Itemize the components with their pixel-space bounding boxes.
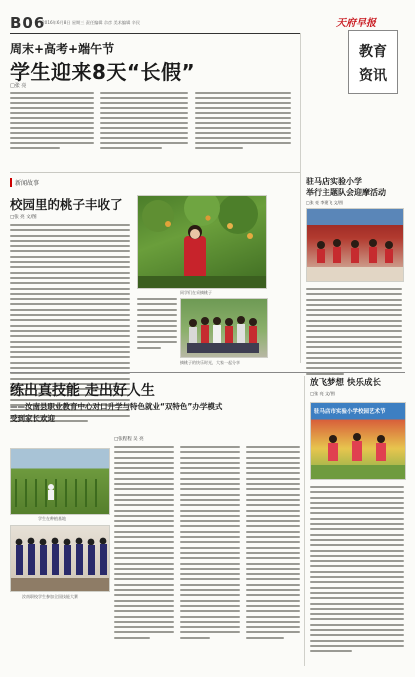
right-story1-title1: 驻马店实验小学 bbox=[306, 177, 362, 186]
feature-byline: □张 亮 文/图 bbox=[10, 215, 37, 220]
right-story2-title: 放飞梦想 快乐成长 bbox=[310, 378, 381, 388]
peach-harvest-photo bbox=[137, 195, 267, 289]
column-divider-bottom bbox=[304, 376, 305, 666]
art-festival-photo bbox=[310, 402, 406, 480]
peach-photo-caption: 同学们在采摘桃子 bbox=[180, 290, 212, 295]
header-rule bbox=[10, 33, 300, 34]
bottom-body-col3 bbox=[246, 446, 300, 639]
section-box bbox=[348, 30, 398, 94]
issue-line: 2016年6月8日 星期三 责任编辑 佘彦 美术编辑 辛民 bbox=[42, 20, 141, 25]
right-story1-body bbox=[306, 288, 402, 375]
right-story1-byline: □张 亮 李建飞 文/图 bbox=[306, 200, 343, 205]
lead-body-col1 bbox=[10, 92, 94, 149]
bottom-byline: □张程程 吴 亮 bbox=[114, 437, 144, 442]
bottom-subhead: ——汝南县职业教育中心对口升学与特色就业“双特色”办学模式 bbox=[10, 402, 223, 411]
lead-kicker: 周末+高考+端午节 bbox=[10, 42, 115, 56]
bottom-body-col1 bbox=[114, 446, 174, 639]
contest-photo-caption: 汝南职校学生参加全国技能大赛 bbox=[22, 594, 78, 599]
lead-byline: □张 亮 bbox=[10, 83, 27, 89]
pupils-illustration bbox=[307, 209, 403, 281]
group-photo bbox=[180, 298, 268, 358]
art-festival-banner: 驻马店市实验小学校园艺术节 bbox=[314, 409, 386, 415]
feature-section-tag: 新闻故事 bbox=[10, 178, 39, 187]
class-meeting-photo bbox=[306, 208, 404, 282]
bottom-headline: 练出真技能 走出好人生 bbox=[10, 383, 155, 399]
divider-lead bbox=[10, 172, 300, 173]
right-story1-title2: 举行主题队会迎摩活动 bbox=[306, 188, 386, 197]
students-lineup-illustration bbox=[11, 526, 109, 591]
contest-photo bbox=[10, 525, 110, 592]
column-divider bbox=[300, 33, 301, 363]
masthead-logo: 天府早报 bbox=[336, 18, 376, 29]
right-story2-byline: □张 亮 文/图 bbox=[310, 391, 335, 396]
right-story2-body bbox=[310, 486, 404, 652]
farm-photo bbox=[10, 448, 110, 515]
feature-title: 校园里的桃子丰收了 bbox=[10, 197, 123, 212]
lead-body-col3 bbox=[195, 92, 291, 149]
group-photo-caption: 摘桃子的快乐时光，大家一起分享 bbox=[180, 360, 240, 365]
farm-photo-caption: 学生在种植基地 bbox=[38, 516, 66, 521]
field-illustration bbox=[11, 449, 109, 514]
lead-headline: 学生迎来8天“长假” bbox=[10, 60, 196, 84]
students-group-illustration bbox=[181, 299, 267, 357]
peach-tree-illustration bbox=[138, 196, 266, 288]
bottom-body-col2 bbox=[180, 446, 240, 639]
section-label-edu: 教育 bbox=[359, 44, 387, 60]
divider-bottom bbox=[10, 372, 405, 373]
feature-body-col2 bbox=[137, 298, 177, 349]
section-label-info: 资讯 bbox=[359, 68, 387, 84]
page-code: B06 bbox=[10, 14, 46, 32]
bottom-subhead2: 受到家长欢迎 bbox=[10, 414, 55, 423]
lead-body-col2 bbox=[100, 92, 188, 149]
